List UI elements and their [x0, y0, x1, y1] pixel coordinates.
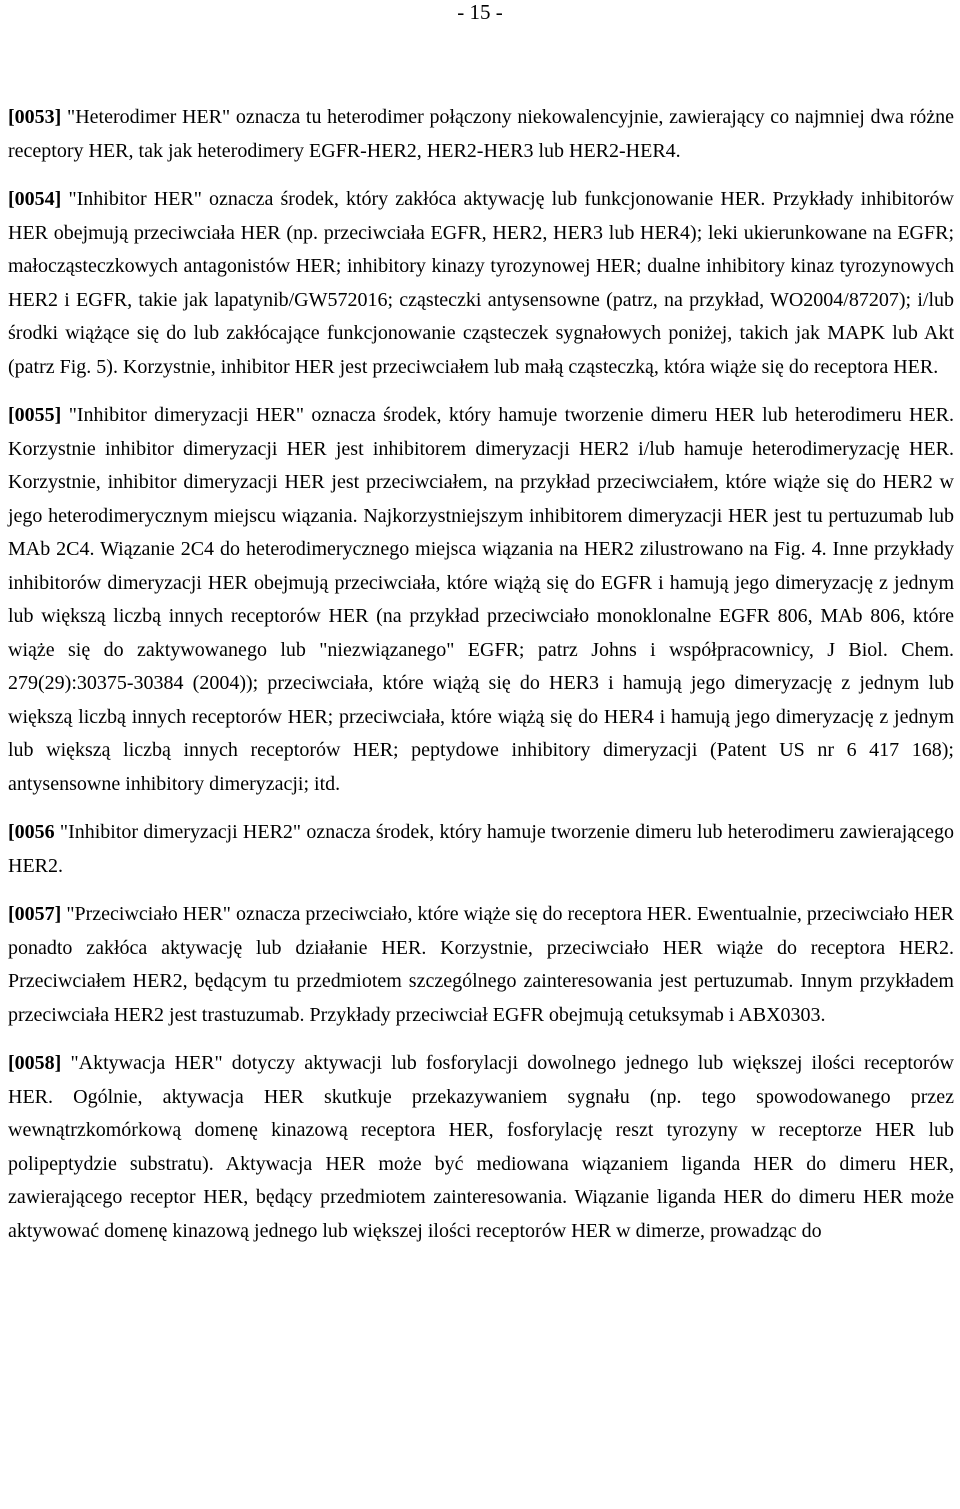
paragraph-id: [0055] — [8, 404, 62, 426]
paragraph-id: [0053] — [8, 106, 62, 128]
paragraph-text: "Inhibitor HER" oznacza środek, który zakłóca aktywację lub funkcjonowanie HER. Przykłady inhibitorów HER obejmują przeciwciała HER (np. przeciwciała EGFR, HER2, HER3 lub HER4); leki ukierunkowane na EGFR; małocząsteczkowych antagonistów HER; inhibitory kinazy tyrozynowej HER; dualne inhibitory kinaz tyrozynowych HER2 i EGFR, takie jak lapatynib/GW572016; cząsteczki antysensowne (patrz, na przykład, WO2004/87207); i/lub środki wiążące się do lub zakłócające funkcjonowanie cząsteczek sygnałowych poniżej, takich jak MAPK lub Akt (patrz Fig. 5). Korzystnie, inhibitor HER jest przeciwciałem lub małą cząsteczką, która wiąże się do receptora HER. — [8, 188, 954, 378]
paragraph-0057 — [8, 898, 954, 1032]
document-body — [8, 101, 954, 1248]
paragraph-0055 — [8, 399, 954, 801]
paragraph-0054 — [8, 183, 954, 384]
paragraph-text: "Aktywacja HER" dotyczy aktywacji lub fosforylacji dowolnego jednego lub większej ilości receptorów HER. Ogólnie, aktywacja HER skutkuje przekazywaniem sygnału (np. tego spowodowanego przez wewnątrzkomórkową domenę kinazową receptora HER, fosforylację reszt tyrozyny w receptorze HER lub polipeptydzie substratu). Aktywacja HER może być mediowana wiązaniem liganda HER do dimeru HER, zawierającego receptor HER, będący przedmiotem zainteresowania. Wiązanie liganda HER do dimeru HER może aktywować domenę kinazową jednego lub większej ilości receptorów HER w dimerze, prowadząc do — [8, 1052, 955, 1242]
paragraph-0053 — [8, 101, 954, 168]
paragraph-text: "Przeciwciało HER" oznacza przeciwciało, które wiąże się do receptora HER. Ewentualnie, przeciwciało HER ponadto zakłóca aktywację lub działanie HER. Korzystnie, przeciwciało HER wiąże do receptora HER2. Przeciwciałem HER2, będącym tu przedmiotem szczególnego zainteresowania jest pertuzumab. Innym przykładem przeciwciała HER2 jest trastuzumab. Przykłady przeciwciał EGFR obejmują cetuksymab i ABX0303. — [8, 903, 954, 1026]
paragraph-text: "Inhibitor dimeryzacji HER2" oznacza środek, który hamuje tworzenie dimeru lub heterodimeru zawierającego HER2. — [8, 821, 954, 877]
paragraph-id: [0056 — [8, 821, 55, 843]
paragraph-0058 — [8, 1047, 954, 1248]
paragraph-id: [0057] — [8, 903, 62, 925]
page-number: - 15 - — [457, 0, 503, 24]
paragraph-text: "Inhibitor dimeryzacji HER" oznacza środek, który hamuje tworzenie dimeru HER lub heterodimeru HER. Korzystnie inhibitor dimeryzacji HER jest inhibitorem dimeryzacji HER2 i/lub hamuje heterodimeryzację HER. Korzystnie, inhibitor dimeryzacji HER jest przeciwciałem, na przykład przeciwciałem, które wiąże się do HER2 w jego heterodimerycznym miejscu wiązania. Najkorzystniejszym inhibitorem dimeryzacji HER jest tu pertuzumab lub MAb 2C4. Wiązanie 2C4 do heterodimerycznego miejsca wiązania na HER2 zilustrowano na Fig. 4. Inne przykłady inhibitorów dimeryzacji HER obejmują przeciwciała, które wiążą się do EGFR i hamują jego dimeryzację z jednym lub większą liczbą innych receptorów HER (na przykład przeciwciało monoklonalne EGFR 806, MAb 806, które wiąże się do zaktywowanego lub "niezwiązanego" EGFR; patrz Johns i współpracownicy, J Biol. Chem. 279(29):30375-30384 (2004)); przeciwciała, które wiążą się do HER3 i hamują jego dimeryzację z jednym lub większą liczbą innych receptorów HER; przeciwciała, które wiążą się do HER4 i hamują jego dimeryzację z jednym lub większą liczbą innych receptorów HER; peptydowe inhibitory dimeryzacji (Patent US nr 6 417 168); antysensowne inhibitory dimeryzacji; itd. — [8, 404, 955, 795]
paragraph-text: "Heterodimer HER" oznacza tu heterodimer połączony niekowalencyjnie, zawierający co najmniej dwa różne receptory HER, tak jak heterodimery EGFR-HER2, HER2-HER3 lub HER2-HER4. — [8, 106, 954, 162]
paragraph-id: [0058] — [8, 1052, 62, 1074]
paragraph-0056 — [8, 816, 954, 883]
paragraph-id: [0054] — [8, 188, 62, 210]
